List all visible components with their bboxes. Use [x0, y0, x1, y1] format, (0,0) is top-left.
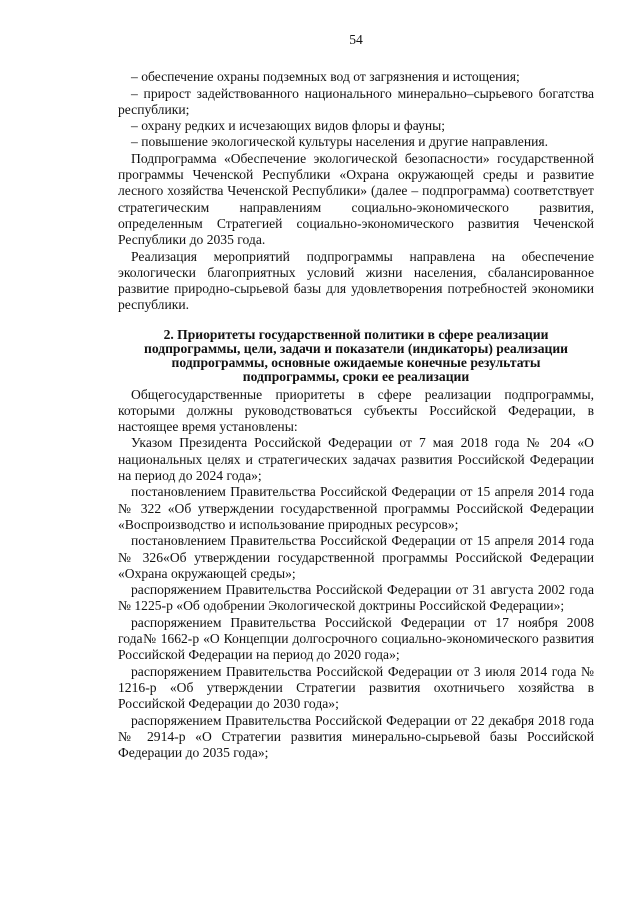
list-item: – охрану редких и исчезающих видов флоры и фауны; — [131, 118, 446, 134]
section-heading-line: подпрограммы, цели, задачи и показатели (индикаторы) реализации — [143, 340, 569, 356]
paragraph: распоряжением Правительства Российской Федерации от 17 ноября 2008 года№ 1662-р «О Концепции долгосрочного социально-экономического развития Российской Федерации на период до 2020 года»; — [118, 614, 594, 663]
paragraph: распоряжением Правительства Российской Федерации от 22 декабря 2018 года № 2914-р «О Стратегии развития минерально-сырьевой базы Российской Федерации до 2035 года»; — [118, 712, 594, 761]
list-item: – повышение экологической культуры населения и другие направления. — [131, 134, 549, 150]
document-page — [118, 32, 594, 761]
list-item: – обеспечение охраны подземных вод от загрязнения и истощения; — [131, 69, 520, 85]
paragraph: распоряжением Правительства Российской Федерации от 31 августа 2002 года № 1225-р «Об одобрении Экологической доктрины Российской Федерации»; — [118, 582, 594, 614]
paragraph: Реализация мероприятий подпрограммы направлена на обеспечение экологически благоприятных условий жизни населения, сбалансированное развитие природно-сырьевой базы для удовлетворения потребностей экономики республики. — [118, 248, 594, 313]
list-item: – прирост задействованного национального минерально–сырьевого богатства республики; — [118, 85, 594, 117]
paragraph: Общегосударственные приоритеты в сфере реализации подпрограммы, которыми должны руководствоваться субъекты Российской Федерации, в настоящее время установлены: — [118, 386, 594, 435]
page-number: 54 — [349, 32, 363, 47]
section-heading-line: подпрограммы, сроки ее реализации — [242, 369, 470, 385]
section-heading-line: 2. Приоритеты государственной политики в сфере реализации — [163, 326, 549, 342]
paragraph: постановлением Правительства Российской Федерации от 15 апреля 2014 года № 326«Об утверждении государственной программы Российской Федерации «Охрана окружающей среды»; — [118, 533, 594, 581]
paragraph: распоряжением Правительства Российской Федерации от 3 июля 2014 года № 1216-р «Об утверждении Стратегии развития охотничьего хозяйства в Российской Федерации до 2030 года»; — [118, 663, 594, 712]
section-heading-line: подпрограммы, основные ожидаемые конечные результаты — [171, 355, 541, 371]
section-heading — [118, 328, 594, 385]
paragraph: Подпрограмма «Обеспечение экологической безопасности» государственной программы Чеченской Республики «Охрана окружающей среды и развитие лесного хозяйства Чеченской Республики» (далее – подпрограмма) соответствует стратегическим направлениям социально-экономического развития, определенным Стратегией социально-экономического развития Чеченской Республики до 2035 года. — [118, 150, 594, 248]
paragraph: Указом Президента Российской Федерации от 7 мая 2018 года № 204 «О национальных целях и стратегических задачах развития Российской Федерации на период до 2024 года»; — [118, 435, 594, 484]
paragraph: постановлением Правительства Российской Федерации от 15 апреля 2014 года № 322 «Об утверждении государственной программы Российской Федерации «Воспроизводство и использование природных ресурсов»; — [118, 484, 594, 532]
